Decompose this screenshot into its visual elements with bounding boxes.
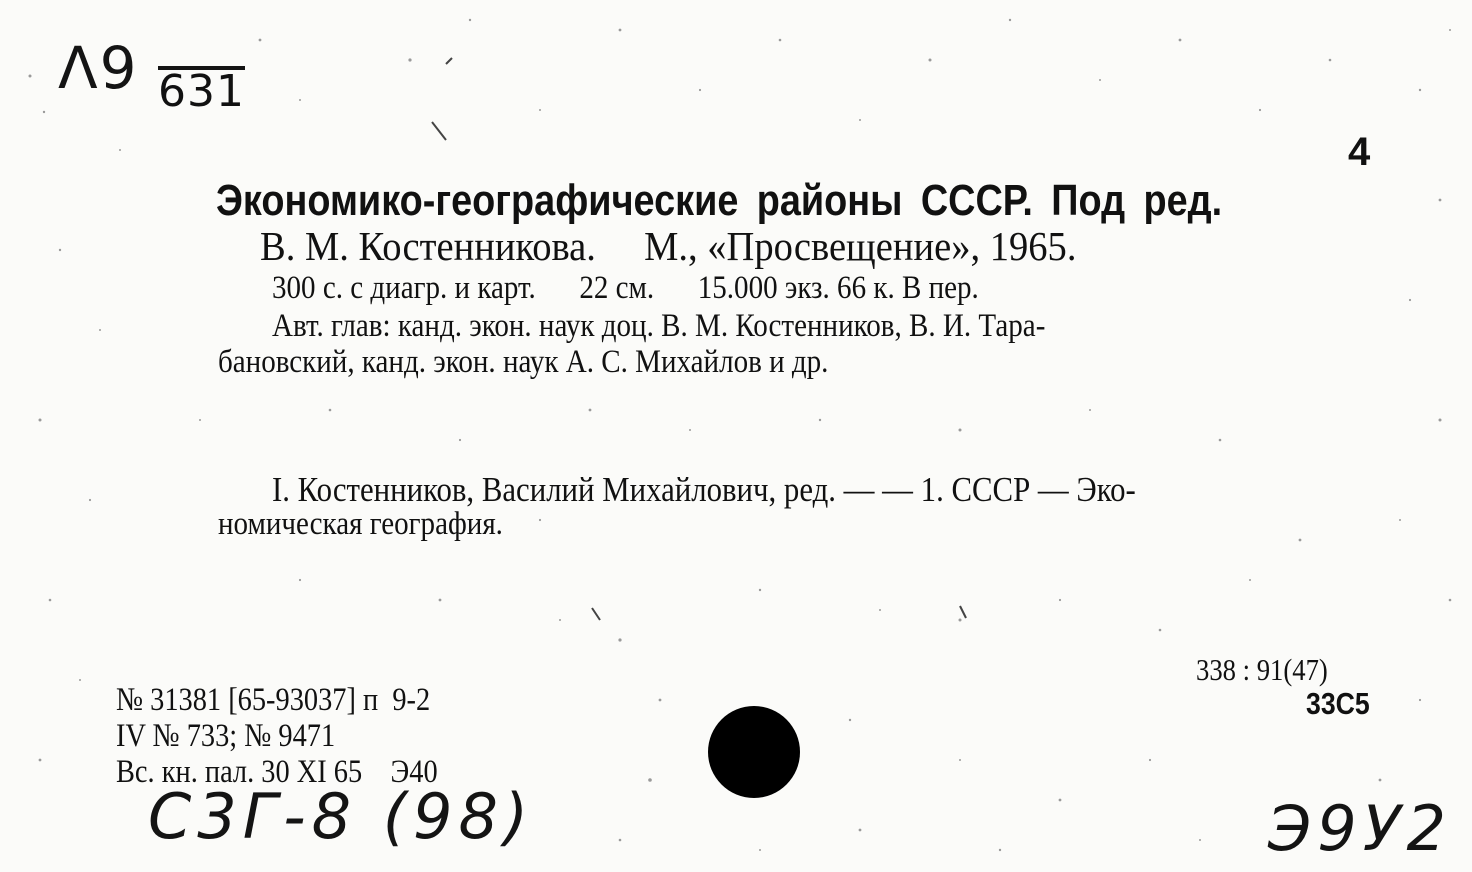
book-title	[216, 176, 1222, 226]
authors-note-line-2: бановский, канд. экон. наук А. С. Михайлов и др.	[218, 344, 829, 380]
handwritten-call-number: С3Г-8 (98)	[148, 780, 535, 853]
card-punch-hole	[708, 706, 800, 798]
title-part: ред.	[1143, 176, 1223, 225]
card-number: 4	[1348, 130, 1371, 174]
imprint-line-3: Вс. кн. пал. 30 XI 65 Э40	[116, 754, 438, 790]
authors-note-line-1: Авт. глав: канд. экон. наук доц. В. М. Костенников, В. И. Тара-	[272, 308, 1046, 344]
handwritten-inventory-number: Э9У2	[1268, 792, 1452, 865]
title-part: Под	[1051, 176, 1126, 225]
udc-classification: 338 : 91(47)	[1196, 652, 1328, 687]
title-part: районы	[756, 176, 903, 225]
bbk-classification: 33С5	[1306, 686, 1370, 721]
imprint-line-2: IV № 733; № 9471	[116, 718, 336, 754]
title-part: СССР.	[920, 176, 1033, 225]
imprint-line-1: № 31381 [65-93037] п 9-2	[116, 682, 431, 718]
editor-publisher-line: В. М. Костенникова. М., «Просвещение», 1965.	[260, 223, 1077, 269]
handwritten-shelf-mark: Λ9	[58, 34, 139, 102]
tracings-line-1: I. Костенников, Василий Михайлович, ред. — — 1. СССР — Эко-	[272, 470, 1136, 509]
title-part: Экономико-географические	[216, 176, 739, 225]
handwritten-shelf-number: 631	[158, 66, 245, 117]
tracings-line-2: номическая география.	[218, 506, 503, 542]
physical-description: 300 с. с диагр. и карт. 22 см. 15.000 экз. 66 к. В пер.	[272, 270, 979, 306]
